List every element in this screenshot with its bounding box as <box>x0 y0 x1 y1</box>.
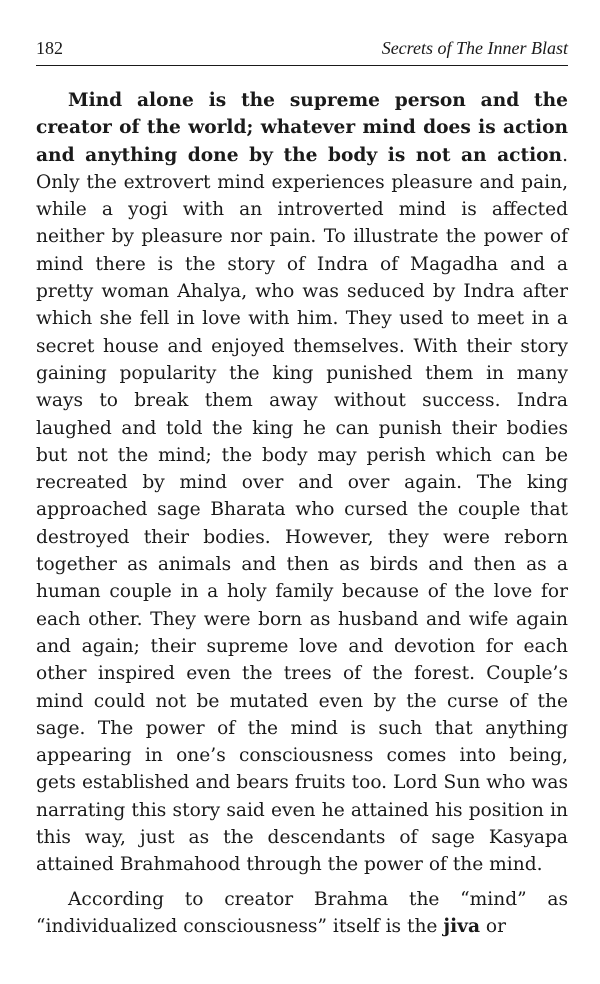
bold-lead-sentence: Mind alone is the supreme person and the creator of the world; whatever mind does is action and anything done by the body is not an action <box>36 90 568 166</box>
paragraph-1-text: . Only the extrovert mind experiences pleasure and pain, while a yogi with an introverted mind is affected neither by pleasure nor pain. To illustrate the power of mind there is the story of Indra of Magadha and a pretty woman Ahalya, who was seduced by Indra after which she fell in love with him. They used to meet in a secret house and enjoyed themselves. With their story gaining popularity the king punished them in many ways to break them away without success. Indra laughed and told the king he can punish their bodies but not the mind; the body may perish which can be recreated by mind over and over again. The king approached sage Bharata who cursed the couple that destroyed their bodies. However, they were reborn together as animals and then as birds and then as a human couple in a holy family because of the love for each other. They were born as husband and wife again and again; their supreme love and devotion for each other inspired even the trees of the forest. Couple’s mind could not be mutated even by the curse of the sage. The power of the mind is such that anything appearing in one’s consciousness comes into being, gets established and bears fruits too. Lord Sun who was narrating this story said even he attained his position in this way, just as the descendants of sage Kasyapa attained Brahmahood through the power of the mind. <box>36 144 568 876</box>
page-header <box>36 38 568 62</box>
bold-term-jiva: jiva <box>443 915 480 937</box>
paragraph-2-text: According to creator Brahma the “mind” as “individualized consciousness” itself is the <box>36 888 568 937</box>
header-rule <box>36 65 568 66</box>
body-text <box>36 87 568 940</box>
running-title: Secrets of The Inner Blast <box>381 38 568 58</box>
page-number: 182 <box>36 38 63 58</box>
paragraph-2 <box>36 886 568 941</box>
paragraph-1 <box>36 87 568 879</box>
paragraph-2-text-after: or <box>480 915 506 937</box>
